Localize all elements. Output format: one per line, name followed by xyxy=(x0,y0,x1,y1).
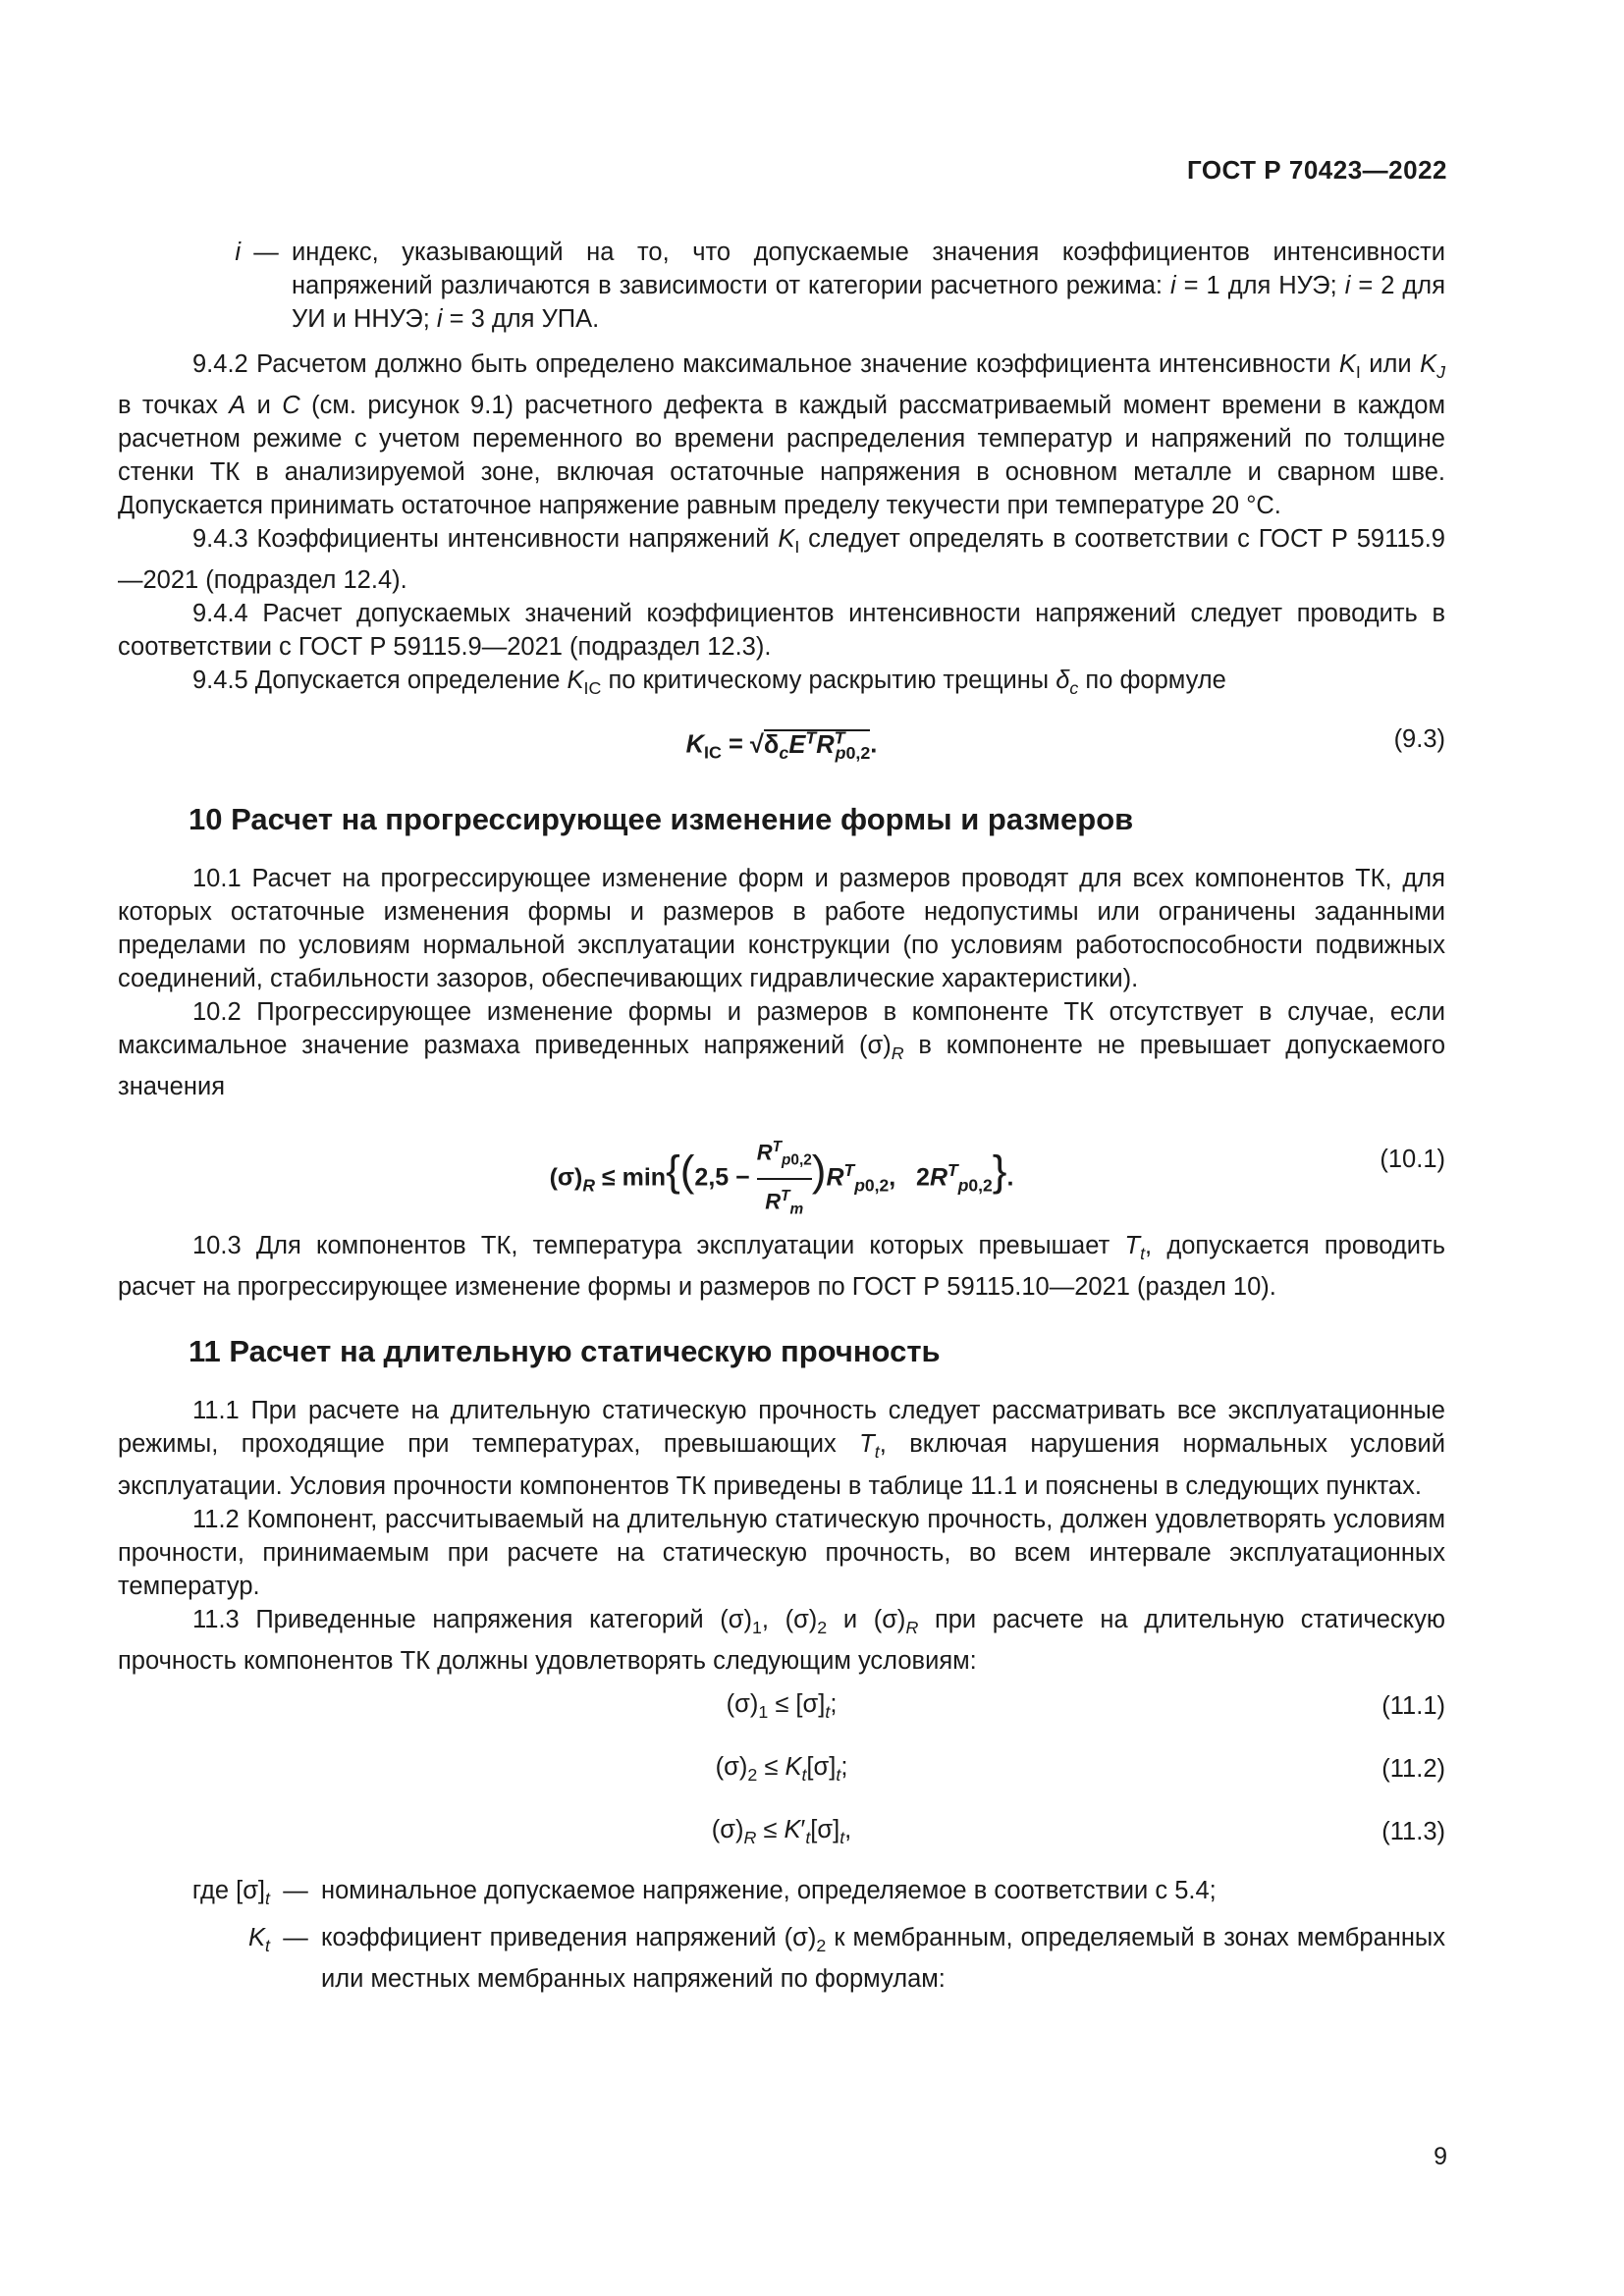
equation-10-1 xyxy=(118,1103,1445,1221)
definition-text: номинальное допускаемое напряжение, определяемое в соответствии с 5.4; xyxy=(321,1876,1217,1904)
definition-symbol: i xyxy=(235,239,241,266)
paragraph-9-4-3: 9.4.3 Коэффициенты интенсивности напряжений $K_I$ следует определять в соответствии с ГОСТ Р 59115.9—2021 (подраздел 12.4). xyxy=(118,525,1445,595)
equation-number: (11.3) xyxy=(1381,1817,1445,1845)
paragraph-10-1: 10.1 Расчет на прогрессирующее изменение форм и размеров проводят для всех компонентов ТК, для которых остаточные изменения формы и размеров в работе недопустимы или ограничены заданными пределами по условиям нормальной эксплуатации конструкции (по условиям работоспособности подвижных соединений, стабильности зазоров, обеспечивающих гидравлические характеристики). xyxy=(118,865,1445,993)
paragraph-11-3: 11.3 Приведенные напряжения категорий $(\sigma)_1$, $(\sigma)_2$ и $(\sigma)_R$ при расчете на длительную статическую прочность компонентов ТК должны удовлетворять следующим условиям: xyxy=(118,1605,1445,1675)
page-number: 9 xyxy=(1434,2143,1447,2170)
paragraph-9-4-4: 9.4.4 Расчет допускаемых значений коэффициентов интенсивности напряжений следует проводить в соответствии с ГОСТ Р 59115.9—2021 (подраздел 12.3). xyxy=(118,600,1445,662)
section-10-title: 10 Расчет на прогрессирующее изменение формы и размеров xyxy=(189,802,1134,837)
equation-9-3 xyxy=(118,711,1445,774)
document-header: ГОСТ Р 70423—2022 xyxy=(1186,155,1447,185)
definition-symbol: $K_t$ xyxy=(248,1923,270,1955)
equation-11-2 xyxy=(118,1740,1445,1803)
paragraph-11-2: 11.2 Компонент, рассчитываемый на длительную статическую прочность, должен удовлетворять условиям прочности, принимаемым при расчете на статическую прочность, во всем интервале эксплуатационных температур. xyxy=(118,1505,1445,1600)
equation-number: (11.2) xyxy=(1381,1754,1445,1783)
paragraph-11-1: 11.1 При расчете на длительную статическую прочность следует рассматривать все эксплуатационные режимы, проходящие при температурах, превышающих $T_t$, включая нарушения нормальных условий эксплуатации. Условия прочности компонентов ТК приведены в таблице 11.1 и пояснены в следующих пунктах. xyxy=(118,1397,1446,1500)
equation-11-1 xyxy=(118,1678,1445,1740)
definition-text: индекс, указывающий на то, что допускаемые значения коэффициентов интенсивности напряжений различаются в зависимости от категории расчетного режима: i = 1 для НУЭ; i = 2 для УИ и ННУЭ; i = 3 для УПА. xyxy=(292,239,1445,333)
formula-sigma-r: $(\sigma)_R \le \min\{(2,5$ − $R^T_{p0,2}$ $R^T_m$ )$R^T_{p0,2}$, $2R^T_{p0,2}$}. xyxy=(118,1131,1445,1226)
definition-sigma-t: где $[\sigma]_t$ — номинальное допускаемое напряжение, определяемое в соответствии с 5.4; xyxy=(118,1874,1445,1915)
document-body xyxy=(118,236,1445,1996)
definition-i: i — индекс, указывающий на то, что допускаемые значения коэффициентов интенсивности напряжений различаются в зависимости от категории расчетного режима: i = 1 для НУЭ; i = 2 для УИ и ННУЭ; i = 3 для УПА. xyxy=(118,236,1445,336)
formula-sigma-1: $(\sigma)_1 \le [\sigma]_t$; xyxy=(726,1689,838,1722)
paragraph-9-4-5: 9.4.5 Допускается определение $K_{IC}$ по критическому раскрытию трещины $\delta_c$ по формуле xyxy=(192,667,1226,699)
paragraph-9-4-2: 9.4.2 Расчетом должно быть определено максимальное значение коэффициента интенсивности $K_I$ или $K_J$ в точках A и C (см. рисунок 9.1) расчетного дефекта в каждый рассматриваемый момент времени в каждом расчетном режиме с учетом переменного во времени распределения температур и напряжений по толщине стенки ТК в анализируемой зоне, включая остаточные напряжения в основном металле и сварном шве. Допускается принимать остаточное напряжение равным пределу текучести при температуре 20 °С. xyxy=(118,350,1446,520)
formula-kic: $K_{IC} = √\delta_cE^TR^T_{p0,2}$. xyxy=(685,727,878,763)
formula-sigma-r-long: $(\sigma)_R \le K'_t[\sigma]_t$, xyxy=(711,1815,852,1847)
equation-number: (11.1) xyxy=(1381,1691,1445,1720)
equation-number: (10.1) xyxy=(1380,1146,1445,1174)
definition-text: коэффициент приведения напряжений $(\sigma)_2$ к мембранным, определяемый в зонах мембранных или местных мембранных напряжений по формулам: xyxy=(321,1923,1445,1993)
paragraph-10-3: 10.3 Для компонентов ТК, температура эксплуатации которых превышает $T_t$, допускается проводить расчет на прогрессирующее изменение формы и размеров по ГОСТ Р 59115.10—2021 (раздел 10). xyxy=(118,1232,1445,1302)
equation-11-3 xyxy=(118,1803,1445,1866)
paragraph-10-2: 10.2 Прогрессирующее изменение формы и размеров в компоненте ТК отсутствует в случае, если максимальное значение размаха приведенных напряжений $(\sigma)_R$ в компоненте не превышает допускаемого значения xyxy=(118,998,1445,1101)
definition-symbol: где $[\sigma]_t$ xyxy=(191,1876,270,1908)
section-11-title: 11 Расчет на длительную статическую прочность xyxy=(189,1334,941,1369)
formula-sigma-2: $(\sigma)_2 \le K_t[\sigma]_t$; xyxy=(715,1752,848,1785)
equation-number: (9.3) xyxy=(1393,725,1445,754)
definition-kt: $K_t$ — коэффициент приведения напряжений $(\sigma)_2$ к мембранным, определяемый в зонах мембранных или местных мембранных напряжений по формулам: xyxy=(118,1921,1445,1996)
